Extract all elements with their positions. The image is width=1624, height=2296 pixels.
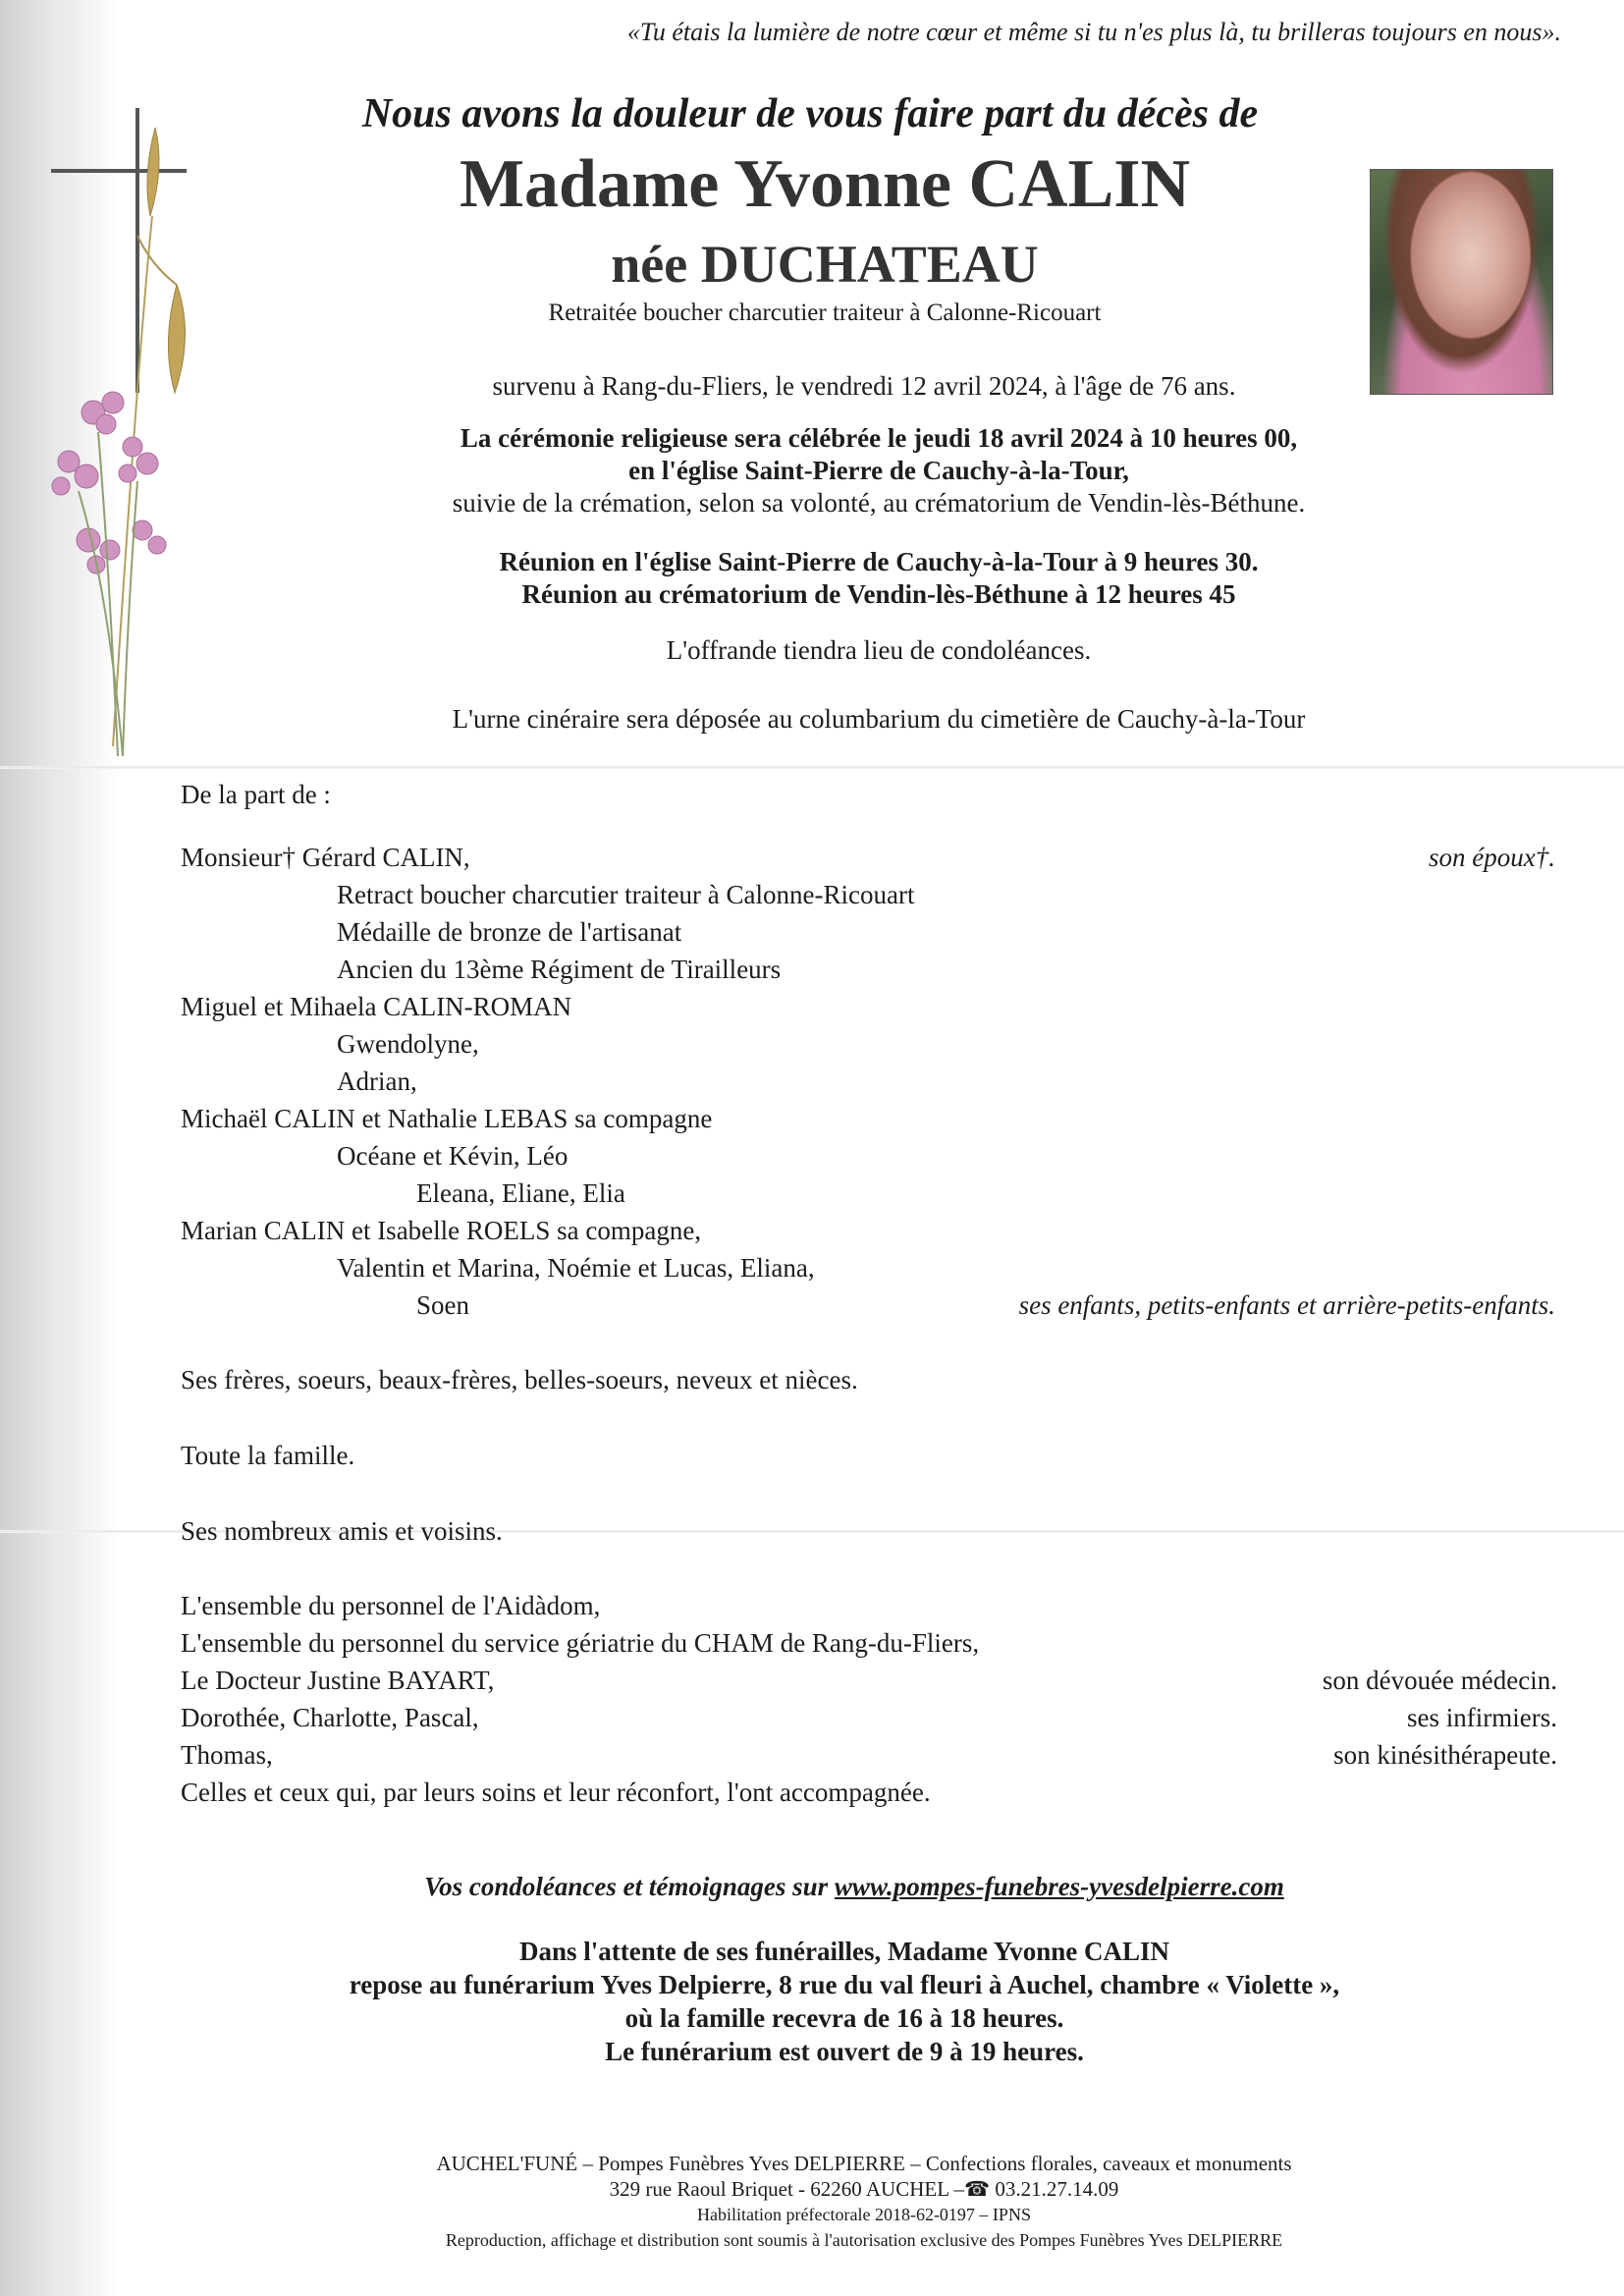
repose-line: Le funérarium est ouvert de 9 à 19 heures. (605, 2037, 1084, 2066)
family-husband: Monsieur† Gérard CALIN, (181, 843, 470, 872)
care-closing-line: Celles et ceux qui, par leurs soins et leur réconfort, l'ont accompagnée. (181, 1777, 931, 1807)
death-notice: survenu à Rang-du-Fliers, le vendredi 12 avril 2024, à l'âge de 76 ans. (492, 371, 1236, 401)
condolences-text: Vos condoléances et témoignages sur (424, 1872, 829, 1901)
ceremony-block (324, 422, 1434, 519)
children-role: ses enfants, petits-enfants et arrière-petits-enfants. (1018, 1290, 1555, 1320)
meeting-line: Réunion en l'église Saint-Pierre de Cauchy-à-la-Tour à 9 heures 30. (499, 547, 1259, 576)
footer-line: AUCHEL'FUNÉ – Pompes Funèbres Yves DELPIERRE – Confections florales, caveaux et monuments (436, 2152, 1292, 2175)
great-grandchild: Soen (416, 1290, 469, 1320)
repose-line: repose au funérarium Yves Delpierre, 8 rue du val fleuri à Auchel, chambre « Violette », (349, 1970, 1340, 1999)
footer-license: Habilitation préfectorale 2018-62-0197 – IPNS (697, 2205, 1031, 2224)
flower-icon (52, 392, 166, 756)
from-label: De la part de : (181, 780, 331, 809)
care-role: ses infirmiers. (1407, 1703, 1557, 1732)
epitaph-quote: «Tu étais la lumière de notre cœur et même si tu n'es plus là, tu brilleras toujours en nous». (626, 18, 1561, 46)
friends-line: Ses nombreux amis et voisins. (181, 1516, 503, 1546)
husband-detail: Retract boucher charcutier traiteur à Calonne-Ricouart (337, 880, 915, 909)
great-grandchild: Eleana, Eliane, Elia (416, 1178, 625, 1208)
care-staff-line: Thomas, (181, 1740, 273, 1770)
family-line: Toute la famille. (181, 1441, 355, 1470)
meeting-line: Réunion au crématorium de Vendin-lès-Béthune à 12 heures 45 (521, 579, 1236, 609)
urn-note: L'urne cinéraire sera déposée au columbarium du cimetière de Cauchy-à-la-Tour (452, 704, 1306, 734)
family-child: Marian CALIN et Isabelle ROELS sa compagne, (181, 1216, 702, 1245)
grandchild: Adrian, (337, 1066, 417, 1096)
family-child: Miguel et Mihaela CALIN-ROMAN (181, 992, 572, 1021)
siblings-line: Ses frères, soeurs, beaux-frères, belles-soeurs, neveux et nièces. (181, 1365, 858, 1394)
paper-fold-line (0, 766, 1624, 769)
care-role: son dévouée médecin. (1322, 1666, 1557, 1695)
husband-detail: Médaille de bronze de l'artisanat (337, 917, 682, 947)
repose-line: Dans l'attente de ses funérailles, Madame Yvonne CALIN (519, 1937, 1169, 1966)
cross-wheat-flower-decoration (39, 108, 187, 756)
grandchild: Gwendolyne, (337, 1029, 479, 1059)
announcement-headline: Nous avons la douleur de vous faire part du décès de (361, 91, 1259, 137)
husband-detail: Ancien du 13ème Régiment de Tirailleurs (337, 955, 782, 984)
care-role: son kinésithérapeute. (1333, 1740, 1557, 1770)
cross-icon (51, 108, 187, 393)
occupation: Retraitée boucher charcutier traiteur à Calonne-Ricouart (548, 300, 1102, 326)
funeral-home-footer (373, 2151, 1355, 2253)
grandchild: Océane et Kévin, Léo (337, 1141, 568, 1171)
care-staff-line: L'ensemble du personnel de l'Aidàdom, (181, 1591, 601, 1620)
repose-block (275, 1935, 1414, 2068)
ceremony-line: La cérémonie religieuse sera célébrée le jeudi 18 avril 2024 à 10 heures 00, (460, 423, 1298, 453)
portrait-photo (1370, 169, 1553, 395)
condolences-link[interactable]: www.pompes-funebres-yvesdelpierre.com (834, 1872, 1284, 1901)
offering-note: L'offrande tiendra lieu de condoléances. (666, 635, 1092, 665)
footer-disclaimer: Reproduction, affichage et distribution sont soumis à l'autorisation exclusive des Pompes Funèbres Yves DELPIERRE (445, 2230, 1283, 2250)
maiden-name: née DUCHATEAU (611, 235, 1039, 294)
care-staff-line: Le Docteur Justine BAYART, (181, 1666, 495, 1695)
repose-line: où la famille recevra de 16 à 18 heures. (624, 2003, 1064, 2033)
meetings-block (324, 546, 1434, 611)
family-child: Michaël CALIN et Nathalie LEBAS sa compagne (181, 1104, 713, 1133)
ceremony-line: suivie de la crémation, selon sa volonté, au crématorium de Vendin-lès-Béthune. (452, 488, 1306, 518)
care-staff-line: L'ensemble du personnel du service gériatrie du CHAM de Rang-du-Fliers, (181, 1628, 980, 1658)
condolences-line (295, 1872, 1414, 1902)
family-husband-role: son époux†. (1429, 843, 1555, 872)
footer-address: 329 rue Raoul Briquet - 62260 AUCHEL –☎ 03.21.27.14.09 (609, 2177, 1119, 2201)
ceremony-line: en l'église Saint-Pierre de Cauchy-à-la-Tour, (628, 456, 1129, 485)
care-staff-line: Dorothée, Charlotte, Pascal, (181, 1703, 479, 1732)
wheat-icon (113, 128, 186, 746)
grandchild: Valentin et Marina, Noémie et Lucas, Eliana, (337, 1253, 815, 1283)
deceased-name: Madame Yvonne CALIN (459, 146, 1191, 222)
